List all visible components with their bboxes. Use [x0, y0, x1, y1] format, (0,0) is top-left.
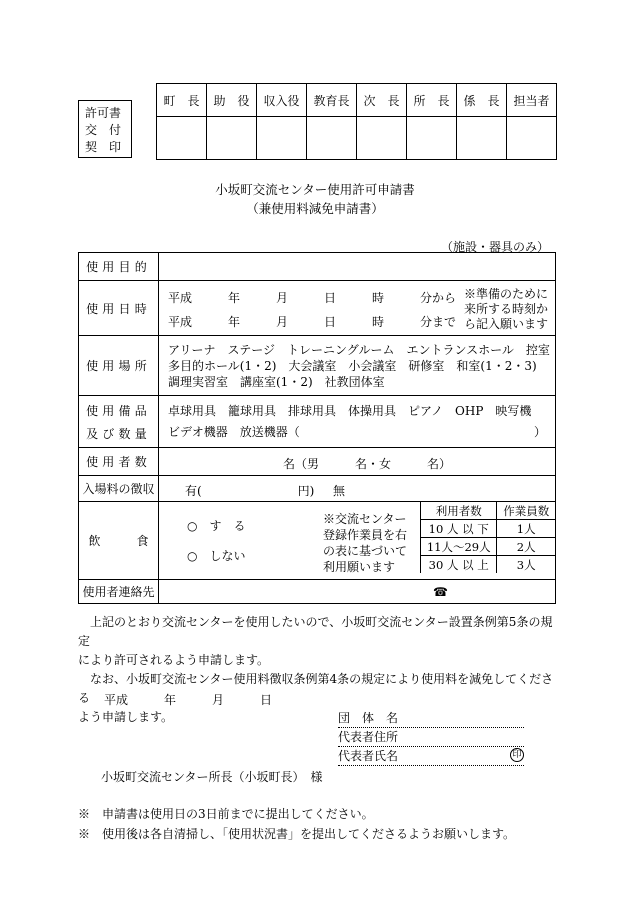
- seal-mark: 印: [510, 748, 524, 762]
- place-line: 調理実習室 講座室(1・2) 社教団体室: [168, 375, 385, 389]
- approval-header: 収入役: [257, 84, 307, 117]
- application-form-table: [78, 252, 556, 604]
- entry-fee-field[interactable]: [159, 476, 556, 502]
- approval-header: 担当者: [507, 84, 557, 117]
- approval-stamp-cell[interactable]: [157, 117, 207, 160]
- datetime-label: 使用日時: [79, 281, 159, 336]
- crew-cell: 30 人 以 上: [421, 556, 497, 574]
- approval-stamp-cell[interactable]: [257, 117, 307, 160]
- datetime-note: 来所する時刻か: [464, 302, 549, 316]
- approval-header: 助 役: [207, 84, 257, 117]
- food-note: 利用願います: [323, 560, 396, 574]
- datetime-from: 平成 年 月 日 時 分から: [168, 291, 457, 305]
- users-value: 名（男 名・女 名）: [283, 457, 452, 471]
- org-name-label: 団 体 名: [338, 711, 399, 725]
- equipment-field[interactable]: [159, 396, 556, 448]
- scope-note: （施設・器具のみ）: [440, 240, 549, 254]
- fee-yes-option: 有( 円): [185, 484, 315, 498]
- crew-header: 作業員数: [497, 502, 555, 520]
- equipment-line: ビデオ機器 放送機器（: [168, 425, 300, 439]
- users-label: 使用者数: [79, 448, 159, 476]
- approval-header: 教育長: [307, 84, 357, 117]
- rep-address-field[interactable]: [338, 728, 524, 747]
- entry-fee-label: 入場料の徴収: [79, 476, 159, 502]
- food-note: の表に基づいて: [323, 544, 408, 558]
- equipment-label-line: 使用備品: [86, 403, 151, 418]
- food-note: 登録作業員を右: [323, 528, 408, 542]
- crew-cell: 1人: [497, 520, 555, 538]
- rep-address-label: 代表者住所: [338, 730, 399, 744]
- addressee: 小坂町交流センター所長（小坂町長） 様: [101, 770, 323, 784]
- datetime-field[interactable]: [159, 281, 556, 336]
- crew-cell: 3人: [497, 556, 555, 574]
- purpose-field[interactable]: [159, 253, 556, 281]
- place-options[interactable]: [159, 336, 556, 396]
- food-yes-option: ○ す る: [187, 519, 246, 533]
- equipment-label-line: 及び数量: [86, 426, 151, 441]
- org-name-field[interactable]: [338, 709, 524, 728]
- equipment-label: [79, 396, 159, 448]
- food-note: ※交流センター: [323, 512, 407, 526]
- rep-name-field[interactable]: [338, 747, 524, 766]
- crew-header: 利用者数: [421, 502, 497, 520]
- food-field[interactable]: [159, 502, 556, 580]
- request-line: により許可されるよう申請します。: [78, 653, 270, 667]
- approval-header: 係 長: [457, 84, 507, 117]
- crew-cell: 11人～29人: [421, 538, 497, 556]
- request-line: なお、小坂町交流センター使用料徴収条例第4条の規定により使用料を減免してくださる: [78, 672, 554, 705]
- stamp-label-line: 契 印: [85, 140, 122, 154]
- users-field[interactable]: [159, 448, 556, 476]
- approval-stamp-cell[interactable]: [207, 117, 257, 160]
- request-line: よう申請します。: [78, 710, 174, 724]
- contact-field[interactable]: [159, 580, 556, 604]
- form-title: 小坂町交流センター使用許可申請書: [215, 182, 415, 197]
- approval-stamp-cell[interactable]: [357, 117, 407, 160]
- purpose-label: 使用目的: [79, 253, 159, 281]
- approval-stamp-table: [156, 83, 557, 160]
- stamp-label-line: 交 付: [85, 123, 122, 137]
- datetime-note: ら記入願います: [464, 317, 549, 331]
- datetime-note: ※準備のために: [464, 287, 549, 301]
- approval-header: 所 長: [407, 84, 457, 117]
- permit-stamp-label: [78, 100, 132, 158]
- equipment-line: 卓球用具 籠球用具 排球用具 体操用具 ピアノ OHP 映写機: [168, 404, 532, 418]
- crew-cell: 10 人 以 下: [421, 520, 497, 538]
- crew-table: [420, 502, 555, 573]
- fee-no-option: 無: [333, 484, 346, 498]
- stamp-label-line: 許可書: [85, 106, 122, 120]
- place-line: アリーナ ステージ トレーニングルーム エントランスホール 控室: [168, 343, 550, 357]
- approval-stamp-cell[interactable]: [307, 117, 357, 160]
- approval-stamp-cell[interactable]: [457, 117, 507, 160]
- place-line: 多目的ホール(1・2) 大会議室 小会議室 研修室 和室(1・2・3): [168, 359, 537, 373]
- rep-name-label: 代表者氏名: [338, 749, 399, 763]
- contact-label: 使用者連絡先: [79, 580, 159, 604]
- food-no-option: ○ しない: [187, 549, 246, 563]
- food-label: 飲 食: [79, 502, 159, 580]
- note-cleanup: ※ 使用後は各自清掃し、「使用状況書」を提出してくださるようお願いします。: [78, 827, 516, 841]
- approval-stamp-cell[interactable]: [507, 117, 557, 160]
- application-date: 平成 年 月 日: [104, 693, 273, 707]
- equipment-close-paren: ）: [534, 425, 547, 439]
- approval-header: 次 長: [357, 84, 407, 117]
- place-label: 使用場所: [79, 336, 159, 396]
- phone-icon: ☎: [433, 585, 448, 599]
- crew-cell: 2人: [497, 538, 555, 556]
- form-subtitle: （兼使用料減免申請書）: [246, 201, 384, 216]
- approval-header: 町 長: [157, 84, 207, 117]
- datetime-to: 平成 年 月 日 時 分まで: [168, 315, 457, 329]
- request-line: 上記のとおり交流センターを使用したいので、小坂町交流センター設置条例第5条の規定: [78, 615, 553, 648]
- note-deadline: ※ 申請書は使用日の3日前までに提出してください。: [78, 807, 374, 821]
- approval-stamp-cell[interactable]: [407, 117, 457, 160]
